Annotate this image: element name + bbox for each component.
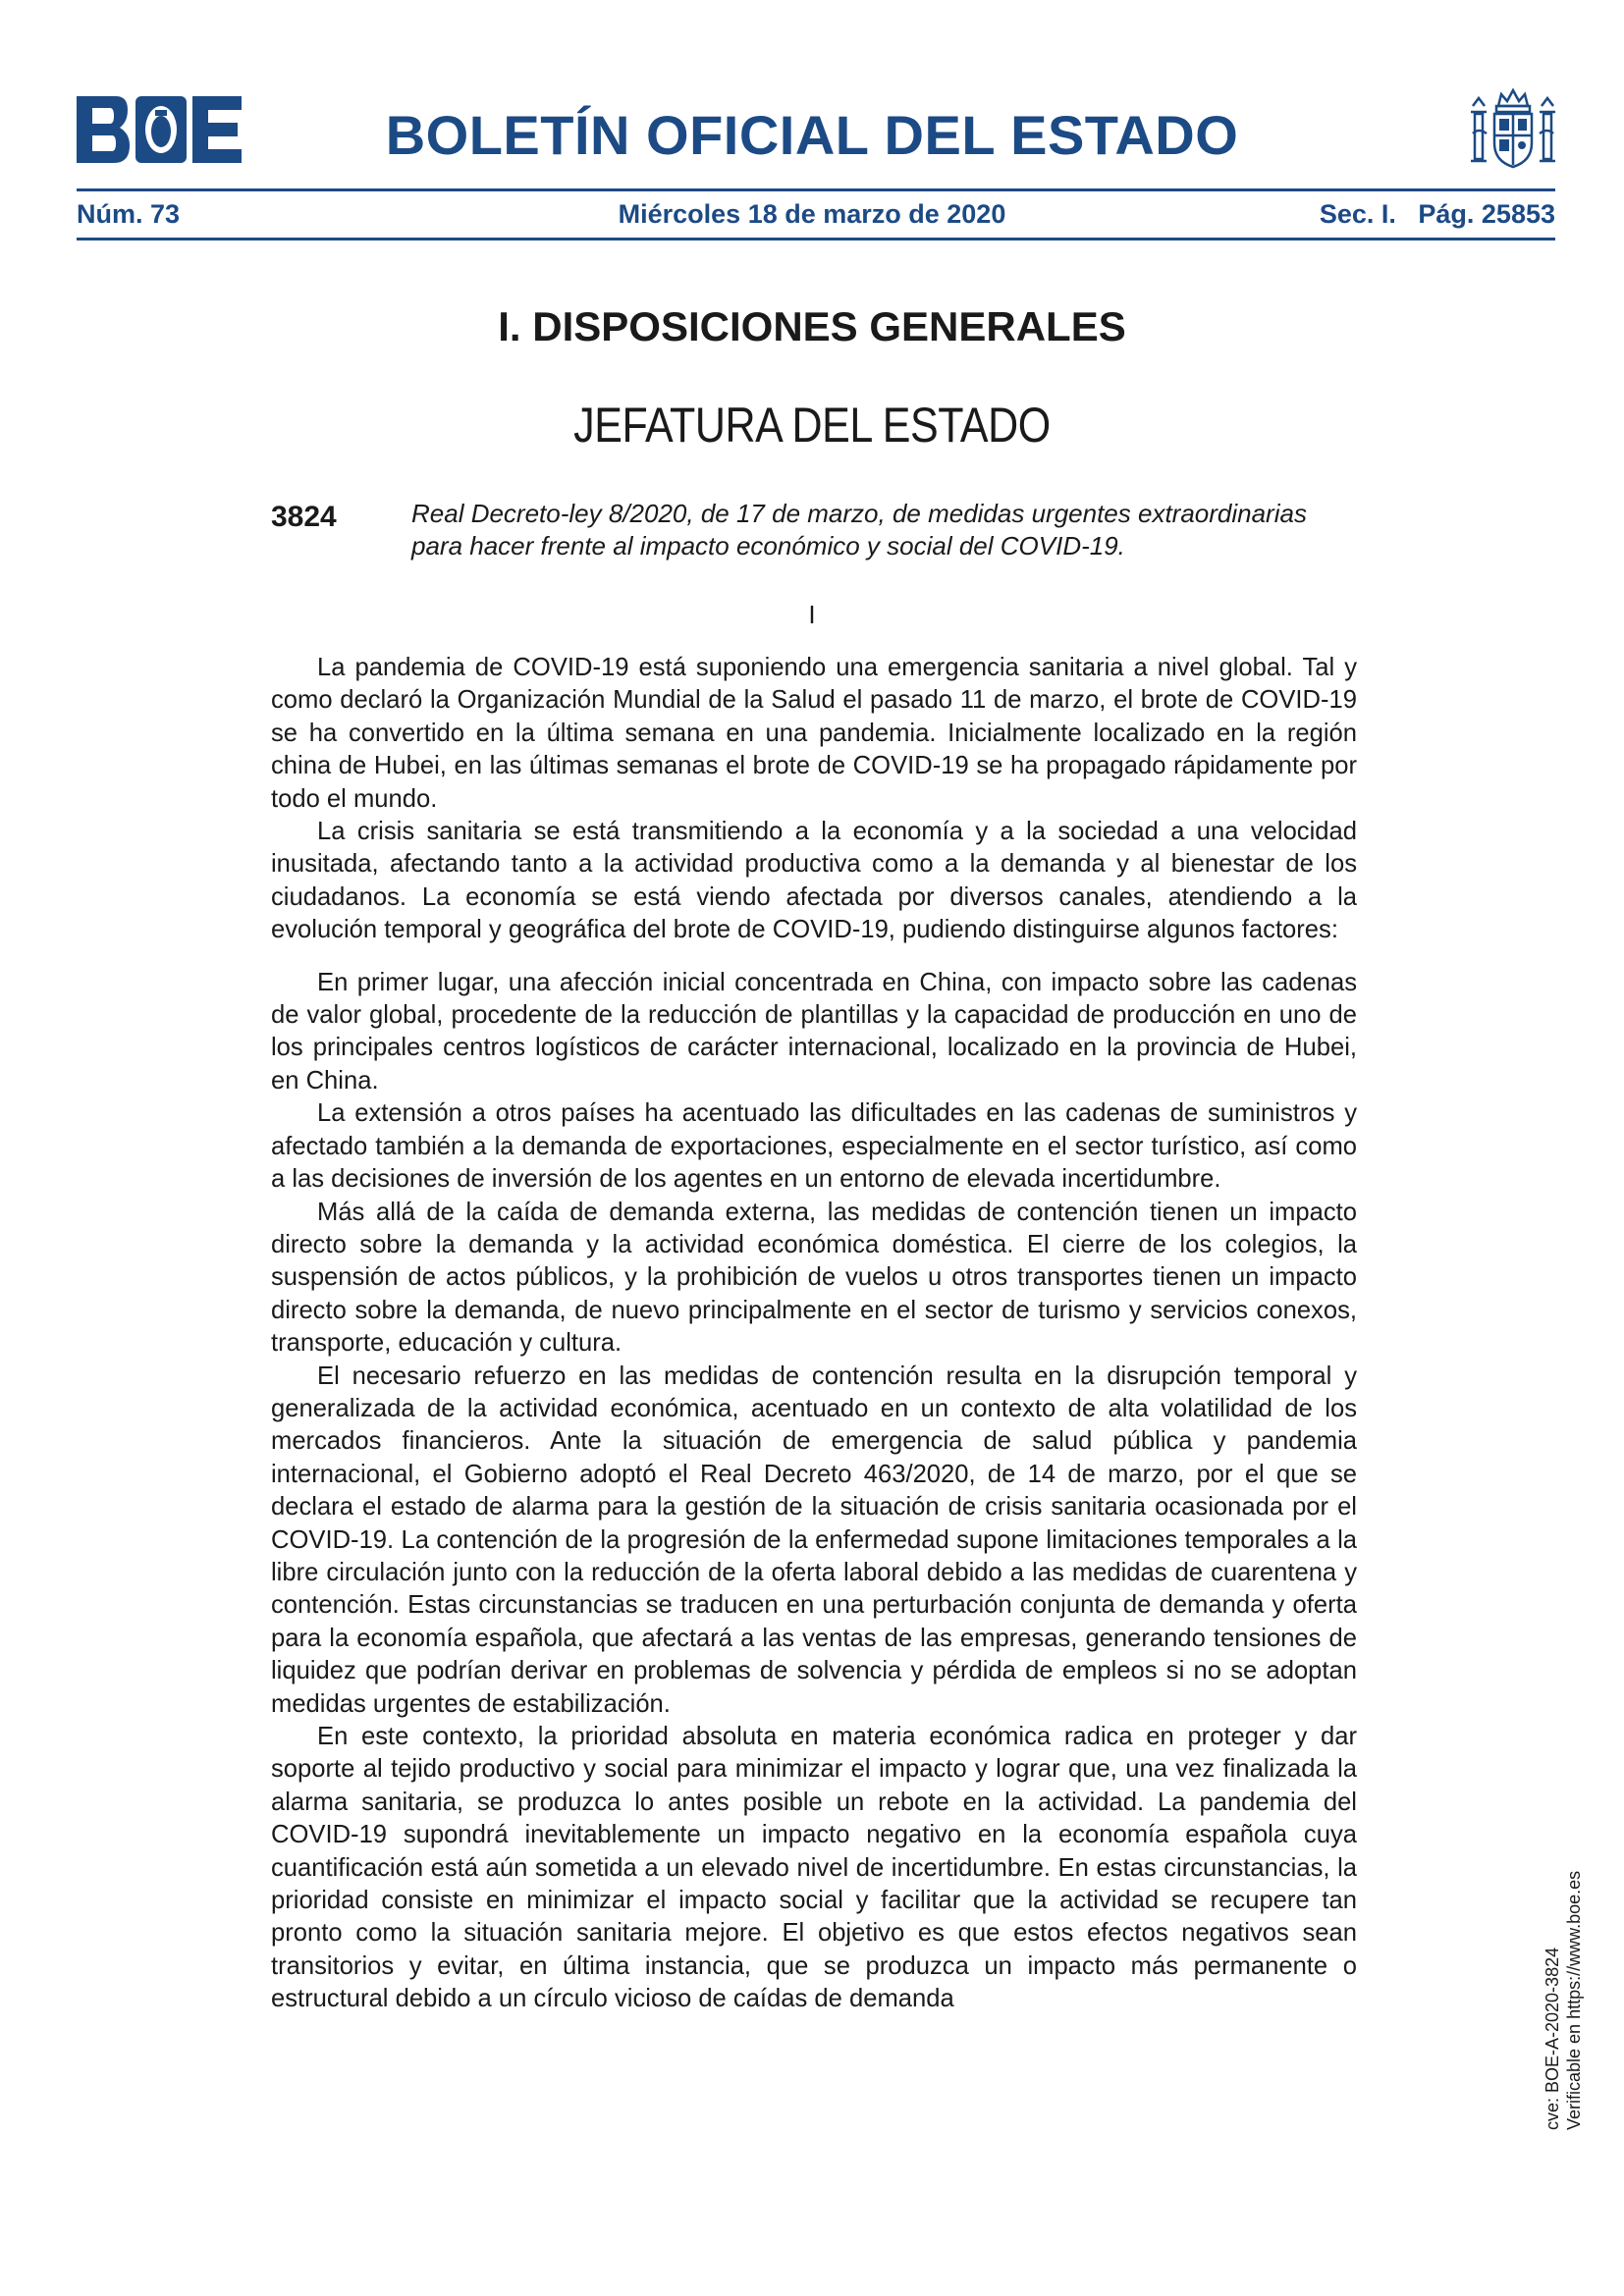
document-body [271, 652, 1357, 2016]
section-title: I. DISPOSICIONES GENERALES [498, 303, 1126, 349]
department-title: JEFATURA DEL ESTADO [573, 398, 1051, 453]
issue-date: Miércoles 18 de marzo de 2020 [618, 199, 1006, 229]
paragraph: La extensión a otros países ha acentuado las dificultades en las cadenas de suministros y afectado también a la demanda de exportaciones, especialmente en el sector turístico, así como a las decisiones de inversión de los agentes en un entorno de elevada incertidumbre. [271, 1099, 1357, 1194]
paragraph: La pandemia de COVID-19 está suponiendo una emergencia sanitaria a nivel global. Tal y como declaró la Organización Mundial de la Salud el pasado 11 de marzo, el brote de COVID-19 se ha convertido en la última semana en una pandemia. Inicialmente localizado en la región china de Hubei, en las últimas semanas el brote de COVID-19 se ha propagado rápidamente por todo el mundo. [271, 654, 1357, 813]
paragraph: En este contexto, la prioridad absoluta en materia económica radica en proteger y dar soporte al tejido productivo y social para minimizar el impacto y lograr que, una vez finalizada la alarma sanitaria, se produzca lo antes posible un rebote en la actividad. La pandemia del COVID-19 supondrá inevitablemente un impacto negativo en la economía española cuya cuantificación está aún sometida a un elevado nivel de incertidumbre. En estas circunstancias, la prioridad consiste en minimizar el impacto social y facilitar que la actividad se recupere tan pronto como la situación sanitaria mejore. El objetivo es que estos efectos negativos sean transitorios y evitar, en última instancia, que se produzca un impacto más permanente o estructural debido a un círculo vicioso de caídas de demanda [271, 1723, 1357, 2013]
header-rule-top [77, 188, 1555, 191]
boe-logo [77, 96, 242, 163]
paragraph: En primer lugar, una afección inicial concentrada en China, con impacto sobre las cadenas de valor global, procedente de la reducción de plantillas y la capacidad de producción en uno de los principales centros logísticos de carácter internacional, localizado en la provincia de Hubei, en China. [271, 968, 1357, 1095]
paragraph: Más allá de la caída de demanda externa, las medidas de contención tienen un impacto directo sobre la demanda y la actividad económica doméstica. El cierre de los colegios, la suspensión de actos públicos, y la prohibición de vuelos u otros transportes tienen un impacto directo sobre la demanda, de nuevo principalmente en el sector de turismo y servicios conexos, transporte, educación y cultura. [271, 1198, 1357, 1358]
header-rule-bottom [77, 238, 1555, 240]
coat-of-arms-icon [1469, 84, 1557, 175]
paragraph: La crisis sanitaria se está transmitiendo a la economía y a la sociedad a una velocidad inusitada, afectando tanto a la actividad productiva como a la demanda y al bienestar de los ciudadanos. La economía se está viendo afectada por diversos canales, atendiendo a la evolución temporal y geográfica del brote de COVID-19, pudiendo distinguirse algunos factores: [271, 818, 1357, 944]
gazette-title: BOLETÍN OFICIAL DEL ESTADO [385, 104, 1239, 166]
verification-link[interactable]: Verificable en https://www.boe.es [1564, 1870, 1584, 2130]
disposition-number: 3824 [271, 501, 337, 533]
verification-note [1542, 1871, 1585, 2130]
section-page: Sec. I. Pág. 25853 [1319, 199, 1555, 229]
chapter-numeral: I [808, 600, 816, 629]
issue-number: Núm. 73 [77, 199, 181, 229]
paragraph: El necesario refuerzo en las medidas de contención resulta en la disrupción temporal y generalizada de la actividad económica, acentuado en un contexto de alta volatilidad de los mercados financieros. Ante la situación de emergencia de salud pública y pandemia internacional, el Gobierno adoptó el Real Decreto 463/2020, de 14 de marzo, por el que se declara el estado de alarma para la gestión de la situación de crisis sanitaria ocasionada por el COVID-19. La contención de la progresión de la enfermedad supone limitaciones temporales a la libre circulación junto con la reducción de la oferta laboral debido a las medidas de cuarentena y contención. Estas circunstancias se traducen en una perturbación conjunta de demanda y oferta para la economía española, que afectará a las ventas de las empresas, generando tensiones de liquidez que podrían derivar en problemas de solvencia y pérdida de empleos si no se adoptan medidas urgentes de estabilización. [271, 1362, 1357, 1718]
disposition-title: Real Decreto-ley 8/2020, de 17 de marzo, de medidas urgentes extraordinarias para hacer frente al impacto económico y social del COVID-19. [411, 499, 1307, 561]
cve-code: cve: BOE-A-2020-3824 [1543, 1947, 1562, 2130]
